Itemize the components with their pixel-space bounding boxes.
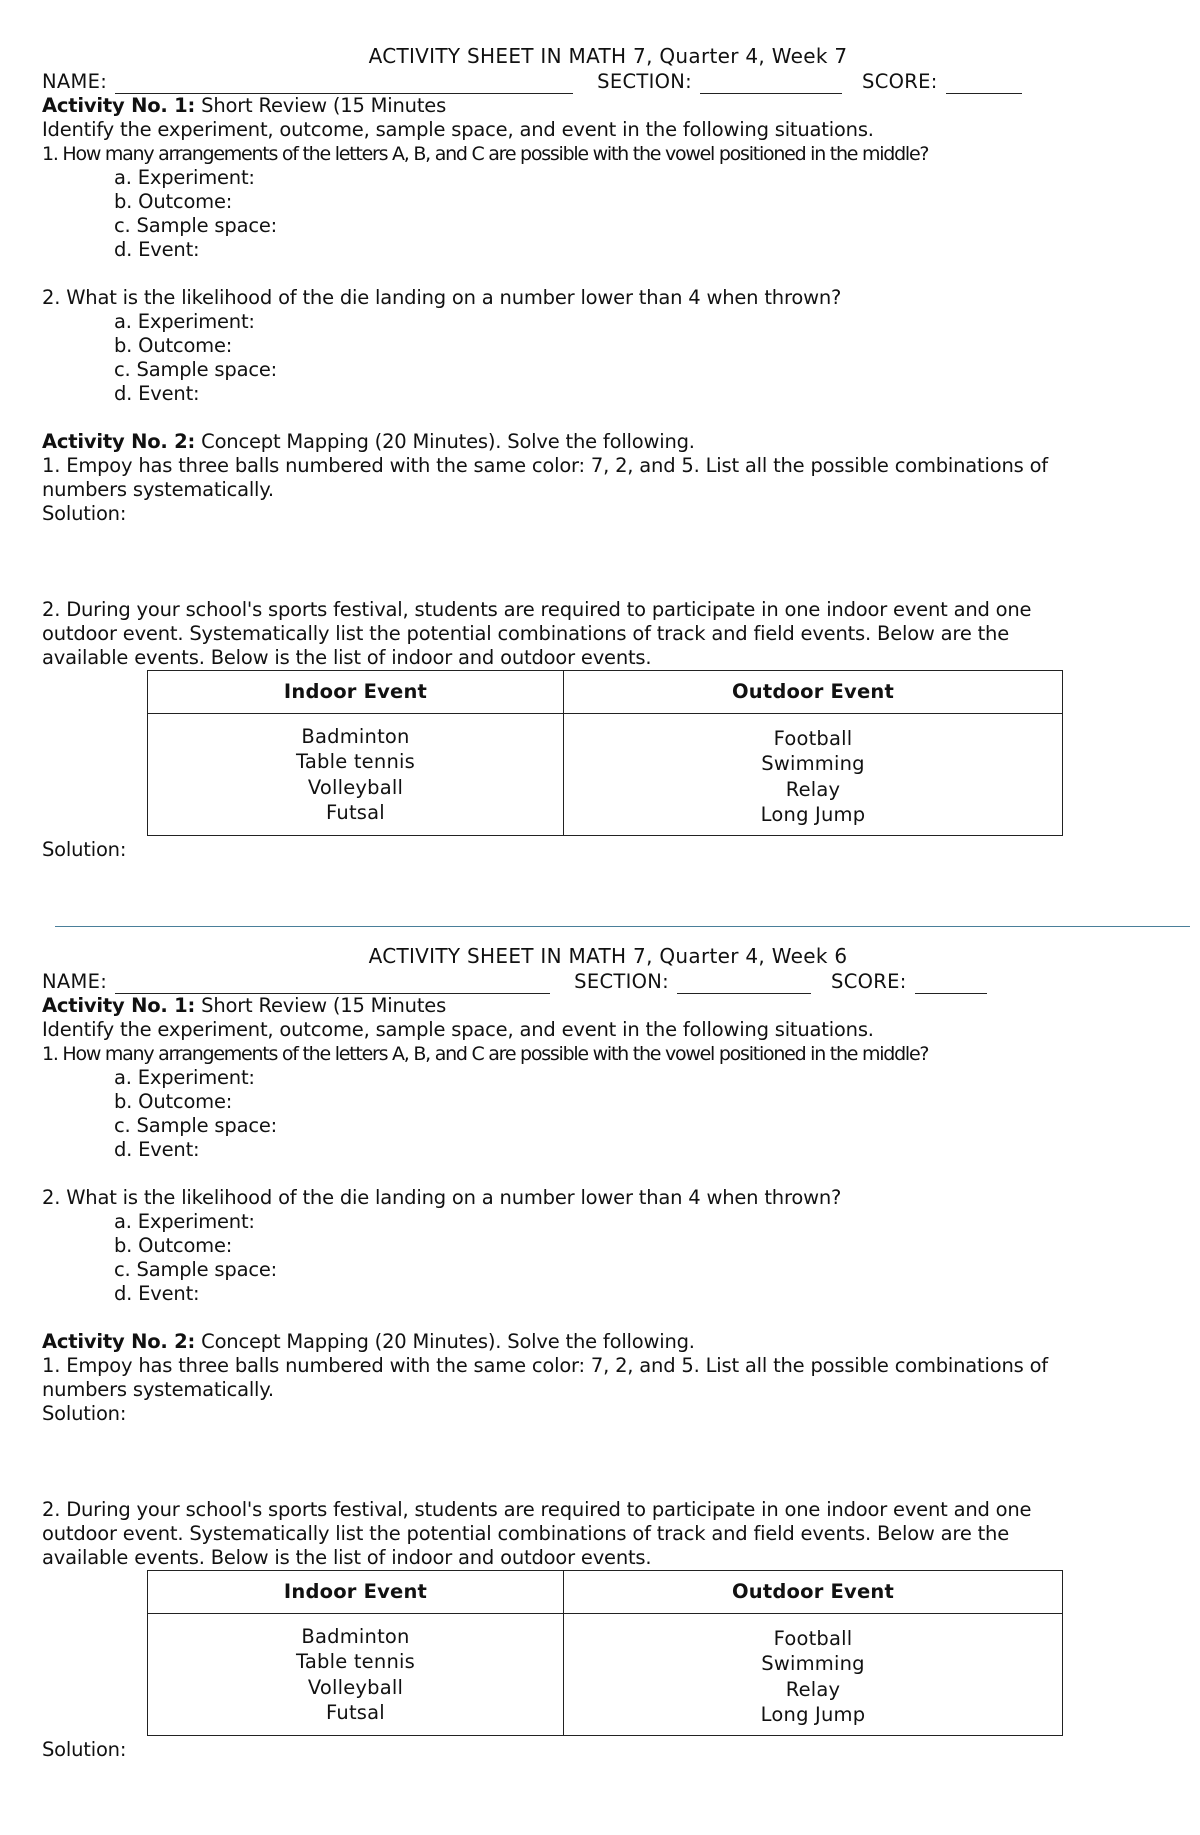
activity-2-subtitle: Concept Mapping (20 Minutes). Solve the following. (195, 1330, 695, 1353)
q2-item-experiment: a. Experiment: (114, 310, 255, 333)
outdoor-event-item: Relay (785, 1677, 841, 1701)
q2-item-event: d. Event: (114, 382, 200, 405)
activity-sheet-week-6 (42, 942, 1162, 1762)
indoor-event-item: Volleyball (307, 775, 404, 799)
events-table-row (148, 1614, 1063, 1736)
outdoor-event-item: Long Jump (760, 1703, 866, 1726)
a2-question-2-line-3: available events. Below is the list of indoor and outdoor events. (42, 646, 652, 669)
name-blank[interactable] (115, 975, 550, 994)
activity-2-heading: Activity No. 2: (42, 1330, 196, 1353)
events-table (147, 1570, 1063, 1736)
activity-2-heading: Activity No. 2: (42, 430, 196, 453)
q1-item-sample-space: c. Sample space: (114, 1114, 278, 1137)
activity-2-subtitle: Concept Mapping (20 Minutes). Solve the following. (195, 430, 695, 453)
activity-1-heading: Activity No. 1: (42, 994, 196, 1017)
activity-sheet-week-7 (42, 42, 1162, 862)
q1-item-outcome: b. Outcome: (114, 1090, 233, 1113)
section-divider (55, 926, 1190, 927)
indoor-event-header: Indoor Event (148, 1571, 564, 1614)
name-blank[interactable] (115, 75, 573, 94)
section-blank[interactable] (677, 975, 811, 994)
student-info-row (42, 70, 1162, 94)
question-1: 1. How many arrangements of the letters A, B, and C are possible with the vowel positioned in the middle? (42, 1043, 929, 1065)
a2-question-1-line-1: 1. Empoy has three balls numbered with the same color: 7, 2, and 5. List all the possible combinations of (42, 454, 1048, 477)
indoor-event-item: Futsal (326, 1701, 385, 1724)
solution-label: Solution: (42, 502, 127, 525)
a2-question-2-line-2: outdoor event. Systematically list the potential combinations of track and field events. Below are the (42, 1522, 1010, 1545)
score-label: SCORE: (831, 970, 907, 993)
events-table-header-row (148, 1571, 1063, 1614)
activity-1-heading-line (42, 94, 1162, 118)
a2-question-2-line-3: available events. Below is the list of indoor and outdoor events. (42, 1546, 652, 1569)
activity-1-instruction: Identify the experiment, outcome, sample space, and event in the following situations. (42, 118, 874, 141)
a2-question-1-line-1: 1. Empoy has three balls numbered with the same color: 7, 2, and 5. List all the possible combinations of (42, 1354, 1048, 1377)
indoor-event-item: Table tennis (296, 1650, 415, 1673)
indoor-events-cell (148, 1614, 564, 1736)
outdoor-event-item: Swimming (761, 1652, 865, 1675)
events-table-row (148, 714, 1063, 836)
q2-item-outcome: b. Outcome: (114, 334, 233, 357)
outdoor-event-item: Football (773, 726, 853, 750)
q1-item-outcome: b. Outcome: (114, 190, 233, 213)
q1-item-event: d. Event: (114, 238, 200, 261)
student-info-row (42, 970, 1162, 994)
question-2: 2. What is the likelihood of the die landing on a number lower than 4 when thrown? (42, 286, 842, 309)
activity-1-heading: Activity No. 1: (42, 94, 196, 117)
q1-item-sample-space: c. Sample space: (114, 214, 278, 237)
score-label: SCORE: (862, 70, 938, 93)
indoor-event-header: Indoor Event (148, 671, 564, 714)
activity-1-instruction: Identify the experiment, outcome, sample space, and event in the following situations. (42, 1018, 874, 1041)
q1-item-event: d. Event: (114, 1138, 200, 1161)
question-1: 1. How many arrangements of the letters A, B, and C are possible with the vowel positioned in the middle? (42, 143, 929, 165)
events-table-header-row (148, 671, 1063, 714)
score-blank[interactable] (946, 75, 1022, 94)
activity-2-heading-line (42, 1330, 1162, 1354)
outdoor-event-item: Relay (785, 777, 841, 801)
indoor-event-item: Futsal (326, 801, 385, 824)
name-label: NAME: (42, 970, 108, 993)
outdoor-events-cell (564, 1614, 1063, 1736)
q2-item-sample-space: c. Sample space: (114, 358, 278, 381)
sheet-title: ACTIVITY SHEET IN MATH 7, Quarter 4, Week 7 (368, 44, 848, 68)
q2-item-experiment: a. Experiment: (114, 1210, 255, 1233)
events-table (147, 670, 1063, 836)
indoor-event-item: Table tennis (296, 750, 415, 773)
question-2: 2. What is the likelihood of the die landing on a number lower than 4 when thrown? (42, 1186, 842, 1209)
solution-label: Solution: (42, 1402, 127, 1425)
activity-1-subtitle: Short Review (15 Minutes (195, 94, 447, 117)
indoor-events-cell (148, 714, 564, 836)
activity-2-heading-line (42, 430, 1162, 454)
section-label: SECTION: (597, 70, 693, 93)
score-blank[interactable] (915, 975, 987, 994)
indoor-event-item: Badminton (301, 1624, 410, 1648)
section-blank[interactable] (700, 75, 842, 94)
a2-question-2-line-1: 2. During your school's sports festival, students are required to participate in one indoor event and one (42, 1498, 1032, 1521)
outdoor-events-cell (564, 714, 1063, 836)
name-label: NAME: (42, 70, 108, 93)
q2-item-outcome: b. Outcome: (114, 1234, 233, 1257)
a2-question-1-line-2: numbers systematically. (42, 478, 274, 501)
a2-question-2-line-1: 2. During your school's sports festival, students are required to participate in one indoor event and one (42, 598, 1032, 621)
q2-item-sample-space: c. Sample space: (114, 1258, 278, 1281)
section-label: SECTION: (574, 970, 670, 993)
outdoor-event-item: Long Jump (760, 803, 866, 826)
indoor-event-item: Volleyball (307, 1675, 404, 1699)
outdoor-event-header: Outdoor Event (564, 1571, 1063, 1614)
solution-label: Solution: (42, 838, 127, 861)
outdoor-event-header: Outdoor Event (564, 671, 1063, 714)
a2-question-1-line-2: numbers systematically. (42, 1378, 274, 1401)
outdoor-event-item: Football (773, 1626, 853, 1650)
activity-1-heading-line (42, 994, 1162, 1018)
q1-item-experiment: a. Experiment: (114, 166, 255, 189)
sheet-title: ACTIVITY SHEET IN MATH 7, Quarter 4, Week 6 (368, 944, 848, 968)
q2-item-event: d. Event: (114, 1282, 200, 1305)
indoor-event-item: Badminton (301, 724, 410, 748)
activity-1-subtitle: Short Review (15 Minutes (195, 994, 447, 1017)
a2-question-2-line-2: outdoor event. Systematically list the potential combinations of track and field events. Below are the (42, 622, 1010, 645)
q1-item-experiment: a. Experiment: (114, 1066, 255, 1089)
outdoor-event-item: Swimming (761, 752, 865, 775)
solution-label: Solution: (42, 1738, 127, 1761)
